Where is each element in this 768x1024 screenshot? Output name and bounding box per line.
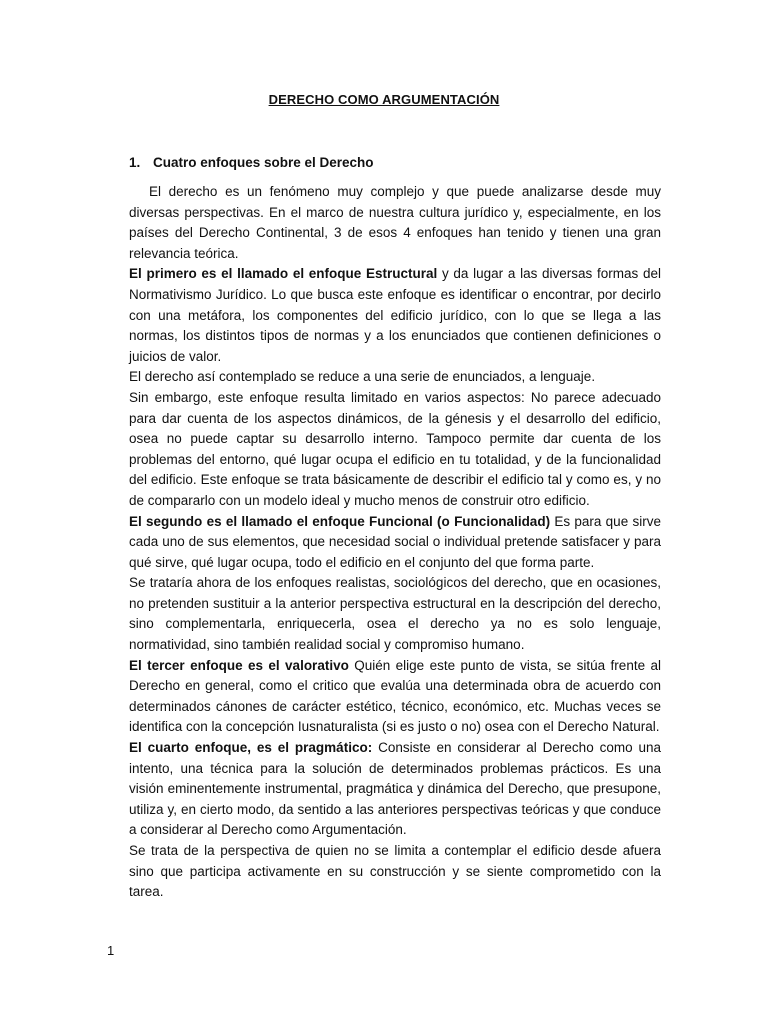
paragraph-structural — [129, 264, 661, 367]
paragraph-lead: El cuarto enfoque, es el pragmático: — [129, 740, 373, 756]
paragraph-intro — [129, 182, 661, 264]
paragraph — [129, 841, 661, 903]
paragraph — [129, 367, 661, 388]
paragraph-functional — [129, 512, 661, 574]
paragraph-lead: El tercer enfoque es el valorativo — [129, 657, 349, 673]
paragraph-text: Quién elige este punto de vista, se sitúa frente al Derecho en general, como el critico que evalúa una determinada obra de acuerdo con determinados cánones de carácter estético, técnico, económico, etc. Muchas veces se identifica con la concepción Iusnaturalista (si es justo o no) osea con el Derecho Natural. — [129, 657, 661, 735]
section-title: Cuatro enfoques sobre el Derecho — [153, 155, 374, 170]
paragraph-lead: El primero es el llamado el enfoque Estructural — [129, 266, 438, 282]
paragraph-text: Sin embargo, este enfoque resulta limitado en varios aspectos: No parece adecuado para dar cuenta de los aspectos dinámicos, de la génesis y el desarrollo del edificio, osea no puede captar su desarrollo interno. Tampoco permite dar cuenta de los problemas del entorno, qué lugar ocupa el edificio en tu totalidad, y de la funcionalidad del edificio. Este enfoque se trata básicamente de describir el edificio tal y como es, y no de compararlo con un modelo ideal y mucho menos de construir otro edificio. — [129, 389, 661, 508]
paragraph-lead: El segundo es el llamado el enfoque Funcional (o Funcionalidad) — [129, 513, 551, 529]
paragraph-text: El derecho es un fenómeno muy complejo y que puede analizarse desde muy diversas perspectivas. En el marco de nuestra cultura jurídico y, especialmente, en los países del Derecho Continental, 3 de esos 4 enfoques han tenido y tienen una gran relevancia teórica. — [129, 184, 661, 261]
paragraph-text: Se trata de la perspectiva de quien no se limita a contemplar el edificio desde afuera sino que participa activamente en su construcción y se siente comprometido con la tarea. — [129, 843, 661, 900]
document-title: DERECHO COMO ARGUMENTACIÓN — [268, 92, 500, 107]
page-number: 1 — [107, 943, 115, 958]
paragraph-valorative — [129, 656, 661, 738]
body-text — [129, 182, 661, 903]
section-number: 1. — [129, 155, 141, 170]
paragraph-text: Es para que sirve cada uno de sus elementos, que necesidad social o individual pretende satisfacer y para qué sirve, qué lugar ocupa, todo el edificio en el conjunto del que forma parte. — [129, 513, 661, 570]
section-heading — [129, 155, 374, 170]
paragraph-pragmatic — [129, 738, 661, 841]
paragraph-text: Consiste en considerar al Derecho como una intento, una técnica para la solución de determinados problemas prácticos. Es una visión eminentemente instrumental, pragmática y dinámica del Derecho, que presupone, utiliza y, en cierto modo, da sentido a las anteriores perspectivas teóricas y que conduce a considerar al Derecho como Argumentación. — [129, 740, 661, 838]
paragraph — [129, 388, 661, 512]
paragraph-text: El derecho así contemplado se reduce a una serie de enunciados, a lenguaje. — [129, 369, 596, 385]
paragraph-text: Se trataría ahora de los enfoques realistas, sociológicos del derecho, que en ocasiones, no pretenden sustituir a la anterior perspectiva estructural en la descripción del derecho, sino complementarla, enriquecerla, osea el derecho ya no es solo lenguaje, normatividad, sino también realidad social y compromiso humano. — [129, 575, 661, 653]
paragraph-text: y da lugar a las diversas formas del Normativismo Jurídico. Lo que busca este enfoque es identificar o encontrar, por decirlo con una metáfora, los componentes del edificio jurídico, con lo que se llega a las normas, los distintos tipos de normas y a los enunciados que contienen definiciones o juicios de valor. — [129, 266, 661, 364]
paragraph — [129, 573, 661, 655]
